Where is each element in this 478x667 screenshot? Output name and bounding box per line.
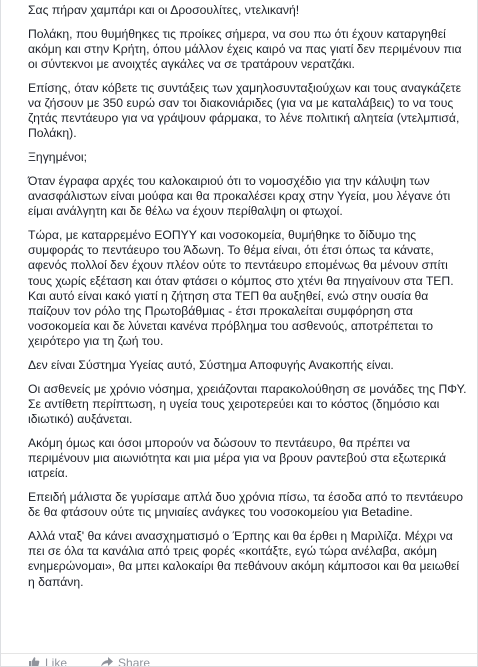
post-paragraph: Επειδή μάλιστα δε γυρίσαμε απλά δυο χρόνια πίσω, τα έσοδα από το πεντάευρο δε θα φτάσουν ούτε τις μηνιαίες ανάγκες του νοσοκομείου για Betadine. <box>28 489 464 520</box>
post-paragraph: Τώρα, με καταρρεμένο ΕΟΠΥΥ και νοσοκομεία, θυμήθηκε το δίδυμο της συμφοράς το πεντάευρο του Άδωνη. Το θέμα είναι, ότι έτσι όπως τα κάνατε, αφενός πολλοί δεν έχουν πλέον ούτε το πεντάευρο επομένως θα μένουν σπίτι τους χωρίς εξέταση και όταν φτάσει ο κόμπος στο χτένι θα πηγαίνουν στα ΤΕΠ. Και αυτό είναι κακό γιατί η ζήτηση στα ΤΕΠ θα αυξηθεί, ενώ στην ουσία θα παίζουν τον ρόλο της Πρωτοβάθμιας - έτσι προκαλείται συμφόρηση στα νοσοκομεία και δε λύνεται κανένα πρόβλημα του ασθενούς, αποτρέπεται το χειρότερο για τη ζωή του. <box>28 227 454 349</box>
post-body <box>1 0 477 590</box>
share-arrow-icon <box>101 656 118 667</box>
post-paragraph: Οι ασθενείς με χρόνιο νόσημα, χρειάζονται παρακολούθηση σε μονάδες της ΠΦΥ. Σε αντίθετη περίπτωση, η υγεία τους χειροτερεύει και το κόστος (δημόσιο και ιδιωτικό) αυξάνεται. <box>28 381 467 427</box>
post-action-bar <box>1 653 477 667</box>
post-paragraph: Δεν είναι Σύστημα Υγείας αυτό, Σύστημα Αποφυγής Ανακοπής είναι. <box>28 358 394 373</box>
post-paragraph: Αλλά νταξ' θα κάνει ανασχηματισμό ο Έρπης και θα έρθει η Μαριλίζα. Μέχρι να πει σε όλα τα κανάλια από τρεις φορές «κοιτάξτε, εγώ τώρα ανέλαβα, ακόμη ενημερώνομαι», θα μπει καλοκαίρι θα πεθάνουν ακόμη κάμποσοι και θα μειωθεί η δαπάνη. <box>28 528 460 589</box>
post-paragraph: Όταν έγραφα αρχές του καλοκαιριού ότι το νομοσχέδιο για την κάλυψη των ανασφάλιστων είναι μούφα και θα προκαλέσει κραχ στην Υγεία, μου λέγανε ότι είμαι ανάλγητη και δε θέλω να έχουν περίθαλψη οι φτωχοί. <box>28 173 451 219</box>
thumbs-up-icon <box>28 656 45 667</box>
post-paragraph: Σας πήραν χαμπάρι και οι Δροσουλίτες, ντελικανή! <box>28 3 300 17</box>
post-paragraph: Επίσης, όταν κόβετε τις συντάξεις των χαμηλοσυνταξιούχων και τους αναγκάζετε να ζήσουν με 350 ευρώ σαν τοι διακονιάριδες (για να με καταλάβεις) το να τους ζητάς πεντάευρο για να γράψουν φάρμακα, το λένε πολιτική αλητεία (ντελμπισά, Πολάκη). <box>28 80 462 141</box>
like-button[interactable] <box>28 656 67 667</box>
like-label: Like <box>45 656 68 667</box>
post-paragraph: Ξηγημένοι; <box>28 150 87 165</box>
share-label: Share <box>118 656 151 667</box>
post-paragraph: Ακόμη όμως και όσοι μπορούν να δώσουν το πεντάευρο, θα πρέπει να περιμένουν μια αιωνιότητα και μια μέρα για να βρουν ραντεβού στα εξωτερικά ιατρεία. <box>28 435 447 481</box>
post-paragraph: Πολάκη, που θυμήθηκες τις προίκες σήμερα, να σου πω ότι έχουν καταργηθεί ακόμη και στην Κρήτη, όπου μάλλον έχεις καιρό να πας γιατί δεν περιμένουν πια οι σύντεκνοι με ανοιχτές αγκάλες να σε τρατάρουν νερατζάκι. <box>28 26 462 72</box>
share-button[interactable] <box>101 656 150 667</box>
